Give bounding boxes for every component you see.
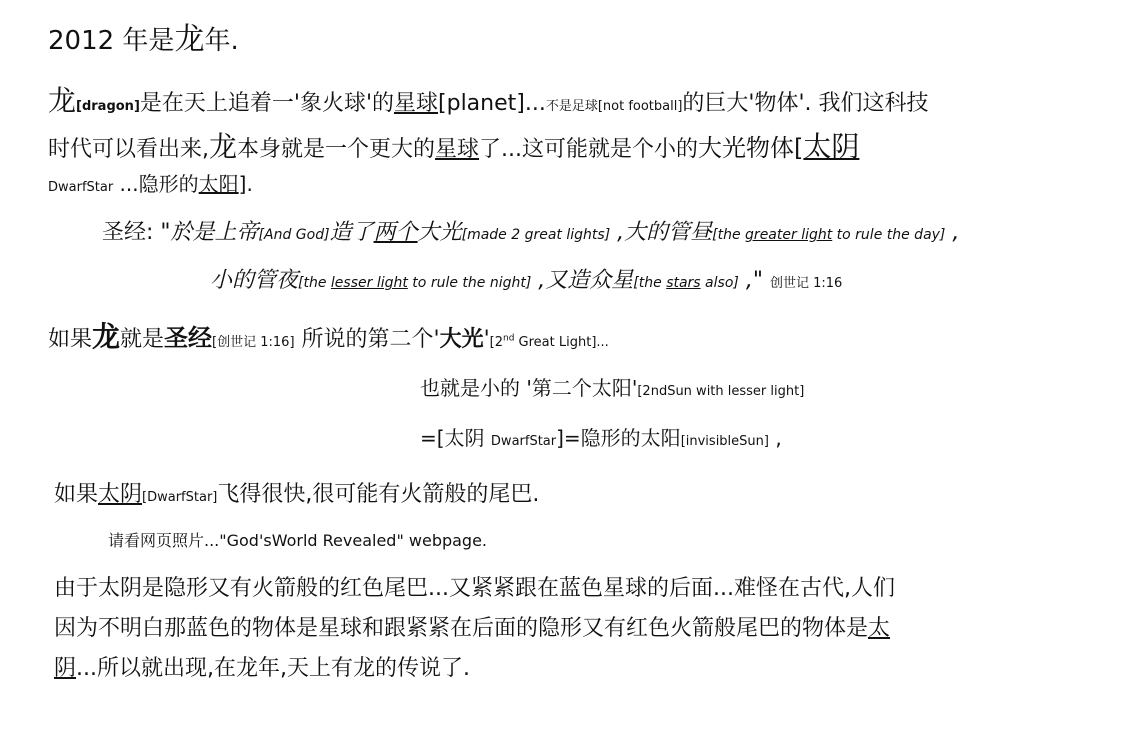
- p1-text: 时代可以看出来,: [48, 137, 209, 162]
- not-football: 不是足球[not football]: [545, 99, 683, 114]
- p7-text: ...所以就出现,在龙年,天上有龙的传说了.: [76, 656, 470, 681]
- p3-line: [420, 376, 804, 400]
- p5-line: [54, 482, 539, 508]
- title-year: 2012: [48, 26, 115, 56]
- great-light: 大光: [439, 327, 484, 352]
- planet-en: [planet]...: [438, 91, 546, 116]
- quote-text: 大光: [417, 220, 462, 245]
- quote-text: 造了: [329, 220, 374, 245]
- quote-text: 小的管夜: [210, 268, 299, 293]
- p4-line: [420, 426, 782, 450]
- p7-line2: [54, 616, 890, 642]
- p7-line3: [54, 656, 470, 682]
- bible-word: 圣经: [164, 324, 213, 352]
- genesis-ref: [创世记 1:16]: [212, 335, 295, 350]
- planet-word: 星球: [435, 137, 480, 162]
- genesis-ref: 创世记 1:16: [769, 276, 843, 291]
- p3-text: 也就是小的 '第二个太阳': [420, 376, 638, 400]
- quote-text: ,大的管昼: [610, 220, 713, 245]
- bible-label: 圣经: ": [102, 220, 171, 245]
- p1-text: 的巨大': [682, 91, 755, 116]
- p1-text: 是在天上追着一'象火球'的: [139, 91, 394, 116]
- dragon-char: 龙: [209, 130, 238, 163]
- quote-en: [made 2 great lights]: [461, 227, 611, 243]
- dwarfstar-en: DwarfStar: [48, 180, 114, 195]
- p2-text: 就是: [120, 327, 165, 352]
- p2-line: [48, 320, 609, 354]
- taiyin-part1: 太: [868, 616, 891, 641]
- quote-en: also]: [700, 275, 739, 291]
- p2-text: 所说的第二个': [294, 327, 440, 352]
- quote-en: [the: [712, 227, 746, 243]
- p2-text: 如果: [48, 327, 93, 352]
- quote-text: ,": [738, 268, 770, 293]
- quote-en: to rule the night]: [407, 275, 532, 291]
- taiyin-word: 太阴: [98, 482, 143, 507]
- p7-line1: [54, 576, 895, 602]
- p1-text: 本身就是一个更大的: [237, 137, 436, 162]
- title-text: 年是: [114, 26, 175, 56]
- bracket: [: [794, 134, 804, 162]
- quote-en: [the: [633, 275, 667, 291]
- p1-line3: [48, 172, 253, 196]
- p4-text: ]=隐形的太阳: [556, 426, 681, 450]
- p1-text: ...隐形的: [113, 172, 199, 196]
- p7-text: 因为不明白那蓝色的物体是星球和跟紧紧在后面的隐形又有红色火箭般尾巴的物体是: [54, 616, 869, 641]
- dwarfstar-en: DwarfStar: [490, 434, 557, 449]
- quote-en: to rule the day]: [832, 227, 946, 243]
- bible-line1: [102, 220, 959, 246]
- webpage-note: 请看网页照片..."God'sWorld Revealed" webpage.: [108, 531, 488, 550]
- stars-word: stars: [666, 275, 701, 291]
- dragon-char: 龙: [48, 84, 77, 117]
- second-light-pre: [2: [489, 335, 503, 350]
- quote-text: ,又造众星: [531, 268, 634, 293]
- p1-text: ].: [238, 172, 253, 196]
- quote-text: ,: [945, 220, 960, 245]
- light-object: 大光物体: [698, 134, 795, 162]
- invisible-sun-en: [invisibleSun]: [680, 434, 769, 449]
- p4-text: ,: [768, 426, 782, 450]
- quote-en: [the: [298, 275, 331, 291]
- second-light-post: Great Light]...: [514, 335, 609, 350]
- p1-line2: [48, 130, 859, 164]
- second-light-sup: nd: [503, 333, 515, 344]
- p6-line: [108, 531, 487, 550]
- p5-text: 飞得很快,很可能有火箭般的尾巴.: [217, 482, 540, 507]
- lesser-light: lesser light: [330, 275, 408, 291]
- page-title: [48, 22, 239, 58]
- p5-text: 如果: [54, 482, 99, 507]
- p7-text: 由于太阴是隐形又有火箭般的红色尾巴...又紧紧跟在蓝色星球的后面...难怪在古代,人们: [54, 576, 895, 601]
- title-dragon: 龙: [174, 22, 205, 57]
- bible-line2: [210, 268, 842, 294]
- taiyin-part2: 阴: [54, 656, 77, 681]
- p1-text: '. 我们这科技: [798, 91, 929, 116]
- second-light: [490, 335, 609, 350]
- sun-word: 太阳: [198, 172, 239, 196]
- quote-two: 两个: [373, 220, 418, 245]
- dragon-en: [dragon]: [76, 99, 140, 114]
- dwarfstar-en: [DwarfStar]: [142, 490, 218, 505]
- title-text-end: 年.: [204, 26, 239, 56]
- dragon-char: 龙: [92, 320, 121, 353]
- p1-text: 了...这可能就是个小的: [479, 137, 699, 162]
- p1-line1: [48, 84, 929, 118]
- planet-word: 星球: [394, 91, 439, 116]
- p4-text: =[太阴: [420, 426, 491, 450]
- second-sun-en: [2ndSun with lesser light]: [637, 384, 805, 399]
- taiyin-word: 太阴: [803, 130, 860, 163]
- p2-text: ': [483, 327, 490, 352]
- quote-en: [And God]: [258, 227, 330, 243]
- greater-light: greater light: [745, 227, 833, 243]
- quote-text: 於是上帝: [170, 220, 259, 245]
- object-word: 物体: [754, 91, 799, 116]
